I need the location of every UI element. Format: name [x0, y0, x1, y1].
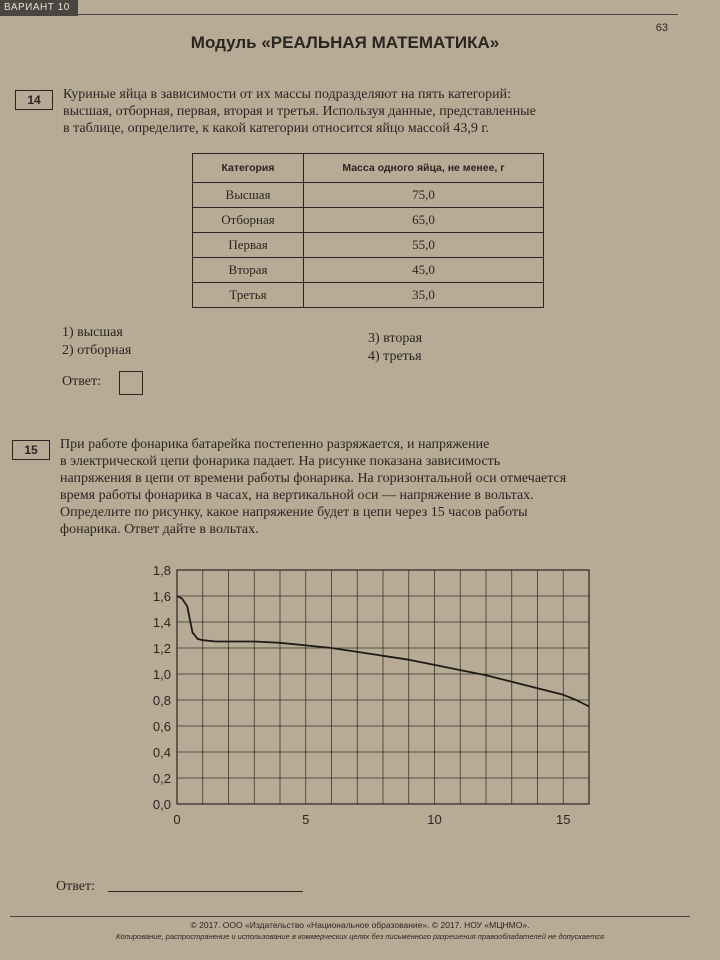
- table-row: [193, 183, 544, 208]
- question-14-line: Куриные яйца в зависимости от их массы подразделяют на пять категорий:: [63, 87, 511, 102]
- table-cell-category: Третья: [193, 283, 304, 308]
- option-1[interactable]: 1) высшая: [62, 325, 123, 340]
- question-14-number: 14: [15, 90, 53, 110]
- table-row: [193, 208, 544, 233]
- footer-notice: Копирование, распространение и использование в коммерческих целях без письменного разрешения правообладателей не допускается: [115, 932, 604, 941]
- option-2[interactable]: 2) отборная: [62, 343, 132, 358]
- question-15-line: При работе фонарика батарейка постепенно разряжается, и напряжение: [60, 437, 490, 452]
- y-tick-label: 1,2: [152, 641, 171, 656]
- question-14-text: [63, 86, 658, 137]
- module-title: Модуль «РЕАЛЬНАЯ МАТЕМАТИКА»: [190, 33, 500, 52]
- table-row: [193, 233, 544, 258]
- variant-label: ВАРИАНТ 10: [0, 0, 78, 16]
- table-cell-category: Высшая: [193, 183, 304, 208]
- table-cell-category: Первая: [193, 233, 304, 258]
- table-header-mass: Масса одного яйца, не менее, г: [304, 154, 544, 183]
- question-15-line: напряжения в цепи от времени работы фонарика. На горизонтальной оси отмечается: [60, 471, 567, 486]
- question-15-text: [60, 436, 670, 538]
- y-tick-label: 0,4: [152, 745, 171, 760]
- egg-category-table: [192, 153, 544, 308]
- x-tick-label: 0: [173, 812, 181, 827]
- option-4[interactable]: 4) третья: [368, 349, 422, 364]
- footer-copyright: © 2017. ООО «Издательство «Национальное образование». © 2017. НОУ «МЦНМО».: [190, 920, 530, 930]
- footer-rule: [10, 916, 690, 917]
- table-header-row: [193, 154, 544, 183]
- option-3[interactable]: 3) вторая: [368, 331, 423, 346]
- y-tick-label: 1,6: [152, 589, 171, 604]
- x-tick-label: 15: [556, 812, 571, 827]
- answer-15-line[interactable]: [108, 891, 303, 892]
- question-15-line: фонарика. Ответ дайте в вольтах.: [60, 522, 259, 537]
- header-rule: [78, 14, 678, 15]
- table-cell-mass: 55,0: [304, 233, 544, 258]
- table-cell-category: Отборная: [193, 208, 304, 233]
- question-14-line: высшая, отборная, первая, вторая и третья. Используя данные, представленные: [63, 104, 536, 119]
- y-tick-label: 0,6: [152, 719, 171, 734]
- answer-15-label: Ответ:: [56, 879, 95, 894]
- table-cell-mass: 75,0: [304, 183, 544, 208]
- y-tick-label: 0,2: [152, 771, 171, 786]
- chart-grid: [177, 570, 589, 804]
- page-number: 63: [655, 22, 668, 34]
- voltage-time-chart: [130, 555, 590, 845]
- table-row: [193, 258, 544, 283]
- x-tick-label: 5: [302, 812, 310, 827]
- table-row: [193, 283, 544, 308]
- table-cell-mass: 65,0: [304, 208, 544, 233]
- question-15-line: в электрической цепи фонарика падает. На рисунке показана зависимость: [60, 454, 501, 469]
- question-14-line: в таблице, определите, к какой категории относится яйцо массой 43,9 г.: [63, 121, 489, 136]
- y-tick-label: 1,4: [152, 615, 171, 630]
- y-tick-label: 0,8: [152, 693, 171, 708]
- table-cell-mass: 35,0: [304, 283, 544, 308]
- y-tick-label: 0,0: [152, 797, 171, 812]
- question-15-line: Определите по рисунку, какое напряжение будет в цепи через 15 часов работы: [60, 505, 528, 520]
- answer-14-box[interactable]: [119, 371, 143, 395]
- question-15-line: время работы фонарика в часах, на вертикальной оси — напряжение в вольтах.: [60, 488, 534, 503]
- answer-14-label: Ответ:: [62, 374, 101, 389]
- y-tick-label: 1,8: [152, 563, 171, 578]
- table-header-category: Категория: [193, 154, 304, 183]
- x-tick-label: 10: [427, 812, 442, 827]
- question-15-number: 15: [12, 440, 50, 460]
- y-tick-label: 1,0: [152, 667, 171, 682]
- header-bar: [0, 0, 720, 16]
- table-cell-mass: 45,0: [304, 258, 544, 283]
- table-cell-category: Вторая: [193, 258, 304, 283]
